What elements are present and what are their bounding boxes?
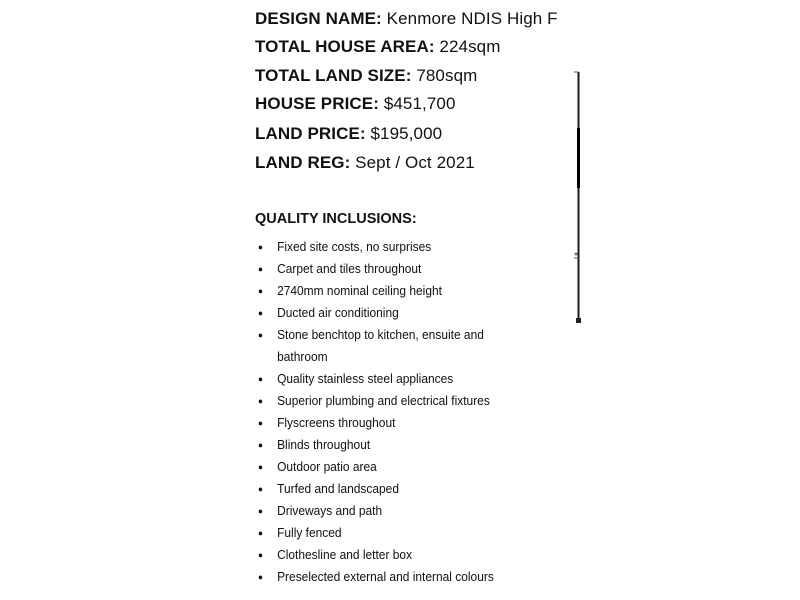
list-item — [255, 258, 521, 280]
bullet-icon: ● — [258, 396, 264, 406]
spec-label: LAND PRICE: — [255, 124, 366, 143]
spec-value: $195,000 — [370, 124, 443, 143]
bullet-icon: ● — [258, 242, 264, 252]
spec-label: DESIGN NAME: — [255, 9, 382, 28]
list-item-text: Blinds throughout — [277, 437, 371, 452]
bullet-icon: ● — [258, 506, 264, 516]
bullet-icon: ● — [258, 484, 264, 494]
list-item-text: Flyscreens throughout — [277, 415, 396, 430]
list-item — [255, 500, 521, 522]
list-item — [255, 522, 521, 544]
floor-plan-edge — [573, 68, 583, 328]
list-item-text: Quality stainless steel appliances — [277, 371, 454, 386]
list-item — [255, 566, 521, 588]
bullet-icon: ● — [258, 374, 264, 384]
bullet-icon: ● — [258, 308, 264, 318]
bullet-icon: ● — [258, 330, 264, 340]
quality-inclusions-list — [255, 236, 544, 588]
list-item-text: Preselected external and internal colours — [277, 569, 494, 584]
bullet-icon: ● — [258, 418, 264, 428]
list-item-text: Ducted air conditioning — [277, 305, 399, 320]
spec-total-land-size — [255, 66, 477, 86]
spec-total-house-area — [255, 37, 501, 57]
bullet-icon: ● — [258, 462, 264, 472]
spec-design-name — [255, 9, 558, 29]
spec-label: TOTAL LAND SIZE: — [255, 66, 412, 85]
spec-house-price — [255, 94, 456, 114]
list-item — [255, 544, 521, 566]
list-item — [255, 434, 521, 456]
spec-value: 780sqm — [416, 66, 478, 85]
list-item-text: Outdoor patio area — [277, 459, 377, 474]
plan-dimension-dot — [575, 253, 578, 256]
list-item — [255, 390, 521, 412]
list-item — [255, 478, 521, 500]
list-item-text: Clothesline and letter box — [277, 547, 413, 562]
list-item — [255, 324, 521, 368]
list-item — [255, 236, 521, 258]
bullet-icon: ● — [258, 528, 264, 538]
spec-value: 224sqm — [439, 37, 501, 56]
list-item — [255, 280, 521, 302]
list-item — [255, 456, 521, 478]
spec-label: TOTAL HOUSE AREA: — [255, 37, 435, 56]
spec-value: Kenmore NDIS High F — [386, 9, 558, 28]
list-item-text: Driveways and path — [277, 503, 383, 518]
list-item-text: Carpet and tiles throughout — [277, 261, 422, 276]
spec-value: $451,700 — [383, 94, 456, 113]
quality-inclusions-heading: QUALITY INCLUSIONS: — [255, 211, 417, 227]
spec-land-reg — [255, 153, 475, 173]
list-item-text: Superior plumbing and electrical fixtures — [277, 393, 490, 408]
spec-value: Sept / Oct 2021 — [355, 153, 475, 172]
list-item-text: Stone benchtop to kitchen, ensuite and bathroom — [277, 327, 484, 364]
list-item — [255, 302, 521, 324]
list-item — [255, 368, 521, 390]
bullet-icon: ● — [258, 264, 264, 274]
bullet-icon: ● — [258, 286, 264, 296]
plan-corner-mark — [576, 318, 581, 323]
bullet-icon: ● — [258, 572, 264, 582]
spec-label: HOUSE PRICE: — [255, 94, 379, 113]
list-item-text: 2740mm nominal ceiling height — [277, 283, 442, 298]
bullet-icon: ● — [258, 550, 264, 560]
bullet-icon: ● — [258, 440, 264, 450]
list-item-text: Turfed and landscaped — [277, 481, 399, 496]
list-item — [255, 412, 521, 434]
spec-land-price — [255, 124, 442, 144]
list-item-text: Fixed site costs, no surprises — [277, 239, 432, 254]
spec-label: LAND REG: — [255, 153, 351, 172]
list-item-text: Fully fenced — [277, 525, 342, 540]
